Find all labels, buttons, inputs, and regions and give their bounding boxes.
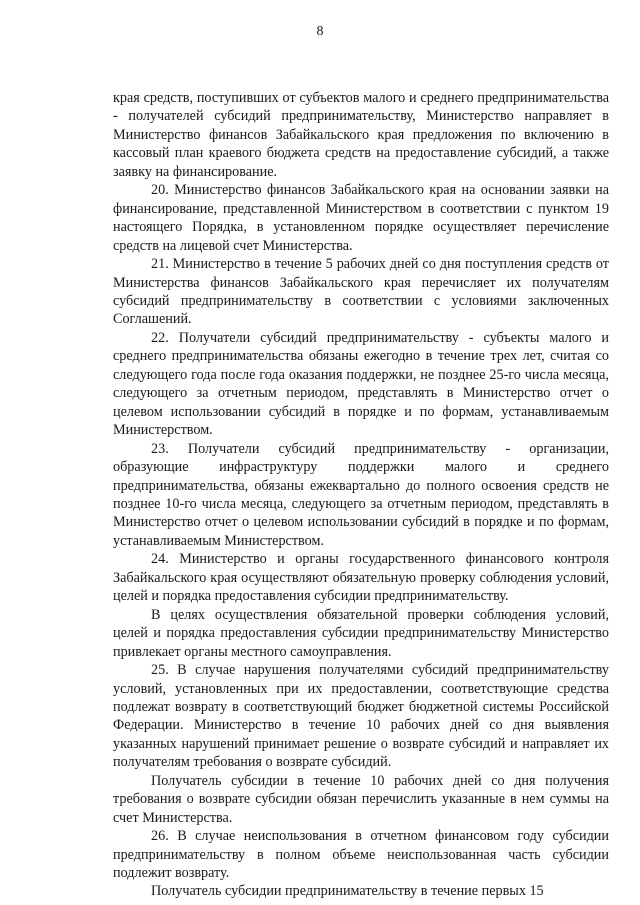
paragraph: 26. В случае неиспользования в отчетном финансовом году субсидии предпринимательству в полном объеме неиспользованная часть субсидии подлежит возврату. (113, 828, 609, 882)
paragraph: 20. Министерство финансов Забайкальского края на основании заявки на финансирование, представленной Министерством в соответствии с пунктом 19 настоящего Порядка, в установленном порядке осуществляет перечисление средств на лицевой счет Министерства. (113, 182, 609, 254)
paragraph: Получатель субсидии предпринимательству в течение первых 15 (151, 883, 544, 900)
paragraph: 25. В случае нарушения получателями субсидий предпринимательству условий, установленных при их предоставлении, соответствующие средства подлежат возврату в соответствующий бюджет бюджетной системы Российской Федерации. Министерство в течение 10 рабочих дней со дня выявления указанных нарушений принимает решение о возврате субсидий и направляет их получателям требования о возврате субсидий. (113, 662, 609, 771)
paragraph: 23. Получатели субсидий предпринимательству - организации, образующие инфраструктуру поддержки малого и среднего предпринимательства, обязаны ежеквартально до полного освоения средств не позднее 10-го числа месяца, следующего за отчетным периодом, представлять в Министерство отчет о целевом использовании субсидий в порядке и по формам, устанавливаемым Министерством. (113, 440, 609, 549)
paragraph: В целях осуществления обязательной проверки соблюдения условий, целей и порядка предоставления субсидии предпринимательству Министерство привлекает органы местного самоуправления. (113, 606, 609, 660)
page-number: 8 (316, 24, 324, 39)
paragraph: 21. Министерство в течение 5 рабочих дней со дня поступления средств от Министерства финансов Забайкальского края перечисляет их получателям субсидий предпринимательству в соответствии с условиями заключенных Соглашений. (113, 256, 609, 328)
paragraph: 24. Министерство и органы государственного финансового контроля Забайкальского края осуществляют обязательную проверку соблюдения условий, целей и порядка предоставления субсидии предпринимательству. (113, 551, 609, 605)
paragraph: Получатель субсидии в течение 10 рабочих дней со дня получения требования о возврате субсидии обязан перечислить указанные в нем суммы на счет Министерства. (113, 772, 609, 826)
paragraph: 22. Получатели субсидий предпринимательству - субъекты малого и среднего предпринимательства обязаны ежегодно в течение трех лет, считая со следующего года после года оказания поддержки, не позднее 25-го числа месяца, следующего за отчетным периодом, представлять в Министерство отчет о целевом использовании субсидий в порядке и по формам, устанавливаемым Министерством. (113, 329, 609, 439)
body-text (113, 89, 609, 901)
paragraph: края средств, поступивших от субъектов малого и среднего предпринимательства - получателей субсидий предпринимательству, Министерство направляет в Министерство финансов Забайкальского края предложения по включению в кассовый план краевого бюджета средств на предоставление субсидий, а также заявку на финансирование. (113, 90, 609, 180)
